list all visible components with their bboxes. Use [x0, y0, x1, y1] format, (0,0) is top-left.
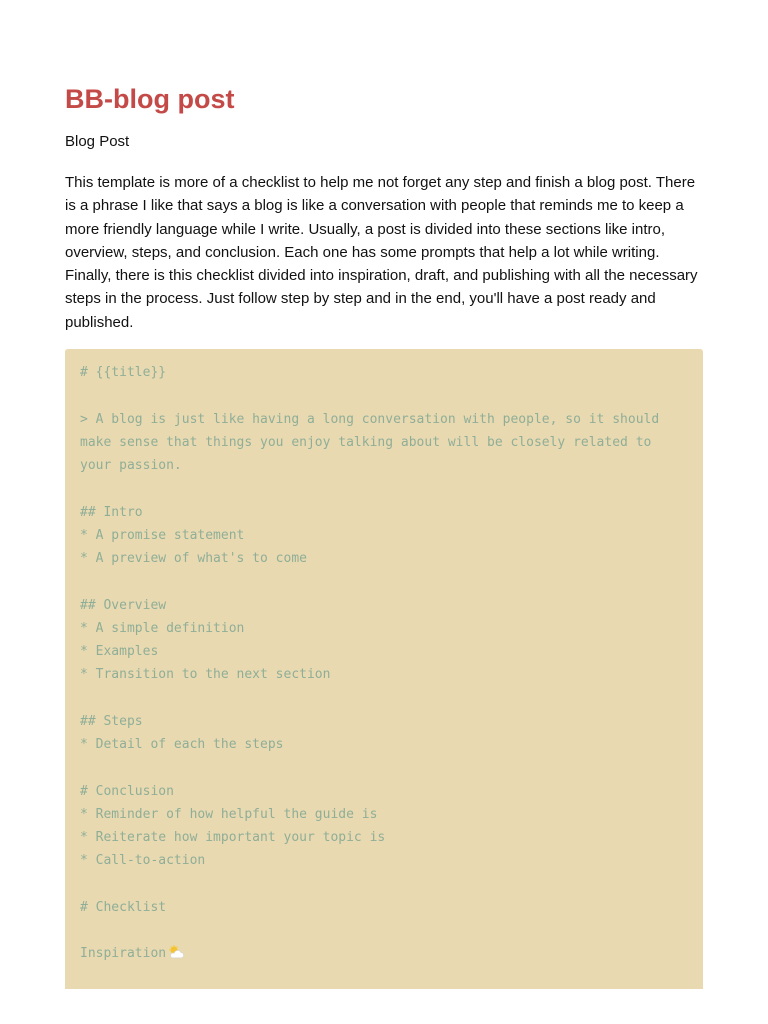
code-line [80, 431, 659, 454]
code-line-text: make sense that things you enjoy talking about will be closely related to [80, 434, 652, 450]
code-line-text: # Conclusion [80, 783, 174, 799]
code-line-text [80, 481, 88, 496]
code-line [80, 663, 659, 686]
code-line [80, 477, 659, 500]
code-line-text: ## Overview [80, 597, 167, 613]
code-line [80, 361, 659, 384]
page-title: BB-blog post [65, 84, 235, 114]
code-line-text: * Reminder of how helpful the guide is [80, 806, 378, 822]
code-line-text: * Examples [80, 644, 159, 659]
code-line-text: Inspiration [80, 946, 167, 962]
code-line [80, 617, 659, 640]
code-line [80, 756, 659, 779]
code-line-text: * A promise statement [80, 527, 245, 543]
code-line-text: ## Steps [80, 713, 143, 729]
sun-behind-cloud-icon [168, 944, 184, 967]
code-line-text: your passion. [80, 458, 182, 473]
code-line [80, 826, 659, 849]
code-line-text: * Reiterate how important your topic is [80, 830, 386, 845]
code-line [80, 919, 659, 942]
code-line-text: * A simple definition [80, 620, 245, 636]
code-line [80, 873, 659, 896]
code-line-text: > A blog is just like having a long conversation with people, so it should [80, 411, 660, 427]
code-line-text [80, 574, 88, 589]
code-line-text: * A preview of what's to come [80, 551, 307, 566]
code-line-text [80, 760, 88, 775]
page-subtitle: Blog Post [65, 133, 130, 150]
code-line [80, 570, 659, 593]
code-line [80, 780, 659, 803]
code-line [80, 501, 659, 524]
code-line [80, 384, 659, 407]
code-line [80, 803, 659, 826]
code-line-text: * Transition to the next section [80, 667, 331, 683]
code-line-text: * Detail of each the steps [80, 737, 284, 752]
template-code-block[interactable] [65, 349, 703, 989]
code-line [80, 594, 659, 617]
code-line-text: # {{title}} [80, 365, 167, 380]
code-line-text [80, 691, 88, 706]
code-line-text: # Checklist [80, 899, 167, 915]
code-line-text [80, 877, 88, 892]
code-lines [80, 361, 659, 966]
code-line-text [80, 923, 88, 938]
code-line-text: ## Intro [80, 504, 143, 520]
code-line-text: * Call-to-action [80, 853, 206, 869]
template-description: This template is more of a checklist to help me not forget any step and finish a blog post. There is a phrase I like that says a blog is like a conversation with people that reminds me to keep a more friendly language while I write. Usually, a post is divided into these sections like intro, overview, steps, and conclusion. Each one has some prompts that help a lot while writing. Finally, there is this checklist divided into inspiration, draft, and publishing with all the necessary steps in the process. Just follow step by step and in the end, you'll have a post ready and published. [65, 174, 698, 331]
code-line [80, 687, 659, 710]
code-line-text [80, 388, 88, 403]
code-line [80, 849, 659, 872]
code-line [80, 896, 659, 919]
code-line [80, 547, 659, 570]
code-line [80, 710, 659, 733]
code-line [80, 640, 659, 663]
code-line [80, 524, 659, 547]
code-line [80, 454, 659, 477]
code-line [80, 942, 659, 965]
code-line [80, 408, 659, 431]
code-line [80, 733, 659, 756]
